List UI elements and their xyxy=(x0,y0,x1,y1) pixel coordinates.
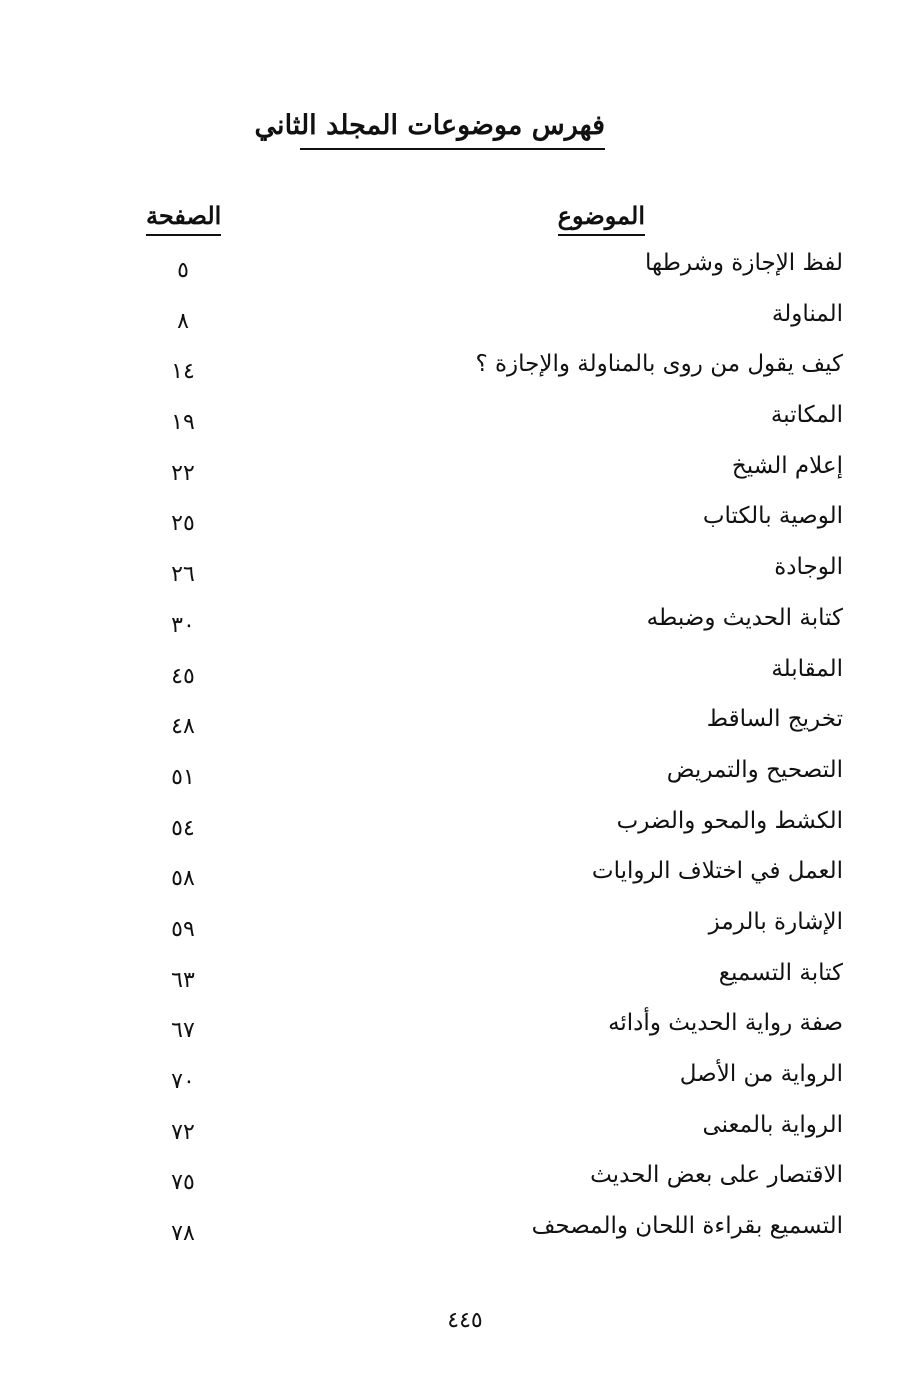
toc-row xyxy=(0,240,921,291)
toc-topic: المقابلة xyxy=(771,655,843,682)
toc-topic: تخريج الساقط xyxy=(706,706,843,733)
toc-row xyxy=(0,1102,921,1153)
toc-row xyxy=(0,747,921,798)
toc-page-number: ٥ xyxy=(177,258,189,283)
toc-row xyxy=(0,646,921,697)
toc-topic: العمل في اختلاف الروايات xyxy=(591,858,843,885)
toc-topic: الوصية بالكتاب xyxy=(702,503,843,530)
toc-page-number: ٥٤ xyxy=(171,815,195,841)
toc-page-number: ٢٢ xyxy=(171,460,195,486)
toc-row xyxy=(0,1203,921,1254)
toc-row xyxy=(0,696,921,747)
toc-row xyxy=(0,544,921,595)
toc-topic: الكشط والمحو والضرب xyxy=(616,807,843,834)
toc-page-number: ٥٨ xyxy=(171,866,195,892)
toc-page-number: ٨ xyxy=(177,308,189,334)
toc-topic: المكاتبة xyxy=(770,402,843,429)
toc-topic: الوجادة xyxy=(774,554,843,581)
toc-row xyxy=(0,443,921,494)
toc-topic: لفظ الإجازة وشرطها xyxy=(645,250,843,276)
toc-row xyxy=(0,950,921,1001)
toc-page-number: ٤٨ xyxy=(171,714,195,740)
toc-page-number: ١٩ xyxy=(171,410,195,436)
page-column-header: الصفحة xyxy=(146,198,221,236)
toc-page-number: ٦٧ xyxy=(171,1018,195,1044)
toc-page-number: ٢٥ xyxy=(171,511,195,537)
toc-row xyxy=(0,1000,921,1051)
toc-topic: كيف يقول من روى بالمناولة والإجازة ؟ xyxy=(475,351,843,378)
toc-row xyxy=(0,1051,921,1102)
toc-topic: كتابة الحديث وضبطه xyxy=(646,604,843,631)
toc-topic: الرواية من الأصل xyxy=(679,1061,843,1087)
toc-topic: صفة رواية الحديث وأدائه xyxy=(608,1010,843,1037)
toc-topic: كتابة التسميع xyxy=(718,959,843,986)
toc-page-number: ٦٣ xyxy=(171,967,195,993)
toc-page-number: ٧٨ xyxy=(171,1221,195,1247)
toc-list xyxy=(0,240,921,1254)
toc-page-number: ٧٥ xyxy=(171,1170,195,1196)
toc-row xyxy=(0,392,921,443)
toc-page-number: ٥٩ xyxy=(171,916,195,942)
toc-row xyxy=(0,493,921,544)
toc-topic: التسميع بقراءة اللحان والمصحف xyxy=(531,1213,843,1240)
toc-page-number: ٧٢ xyxy=(171,1119,195,1145)
toc-page-number: ١٤ xyxy=(171,359,195,385)
toc-topic: الإشارة بالرمز xyxy=(708,908,843,935)
toc-page-number: ٧٠ xyxy=(171,1069,195,1094)
toc-row xyxy=(0,848,921,899)
toc-topic: التصحيح والتمريض xyxy=(666,756,843,783)
toc-row xyxy=(0,291,921,342)
toc-row xyxy=(0,595,921,646)
toc-topic: المناولة xyxy=(771,300,843,327)
toc-row xyxy=(0,1152,921,1203)
toc-row xyxy=(0,899,921,950)
toc-page-number: ٥١ xyxy=(171,764,195,790)
toc-page-number: ٤٥ xyxy=(171,663,195,689)
toc-page-number: ٢٦ xyxy=(171,562,195,588)
toc-row xyxy=(0,798,921,849)
toc-topic: الاقتصار على بعض الحديث xyxy=(590,1162,843,1189)
topic-column-header: الموضوع xyxy=(558,198,645,236)
page-title: فهرس موضوعات المجلد الثاني xyxy=(300,106,605,150)
toc-page-number: ٣٠ xyxy=(171,612,195,638)
toc-topic: الرواية بالمعنى xyxy=(702,1111,843,1138)
toc-row xyxy=(0,341,921,392)
toc-topic: إعلام الشيخ xyxy=(731,452,843,479)
page-number: ٤٤٥ xyxy=(447,1308,483,1333)
